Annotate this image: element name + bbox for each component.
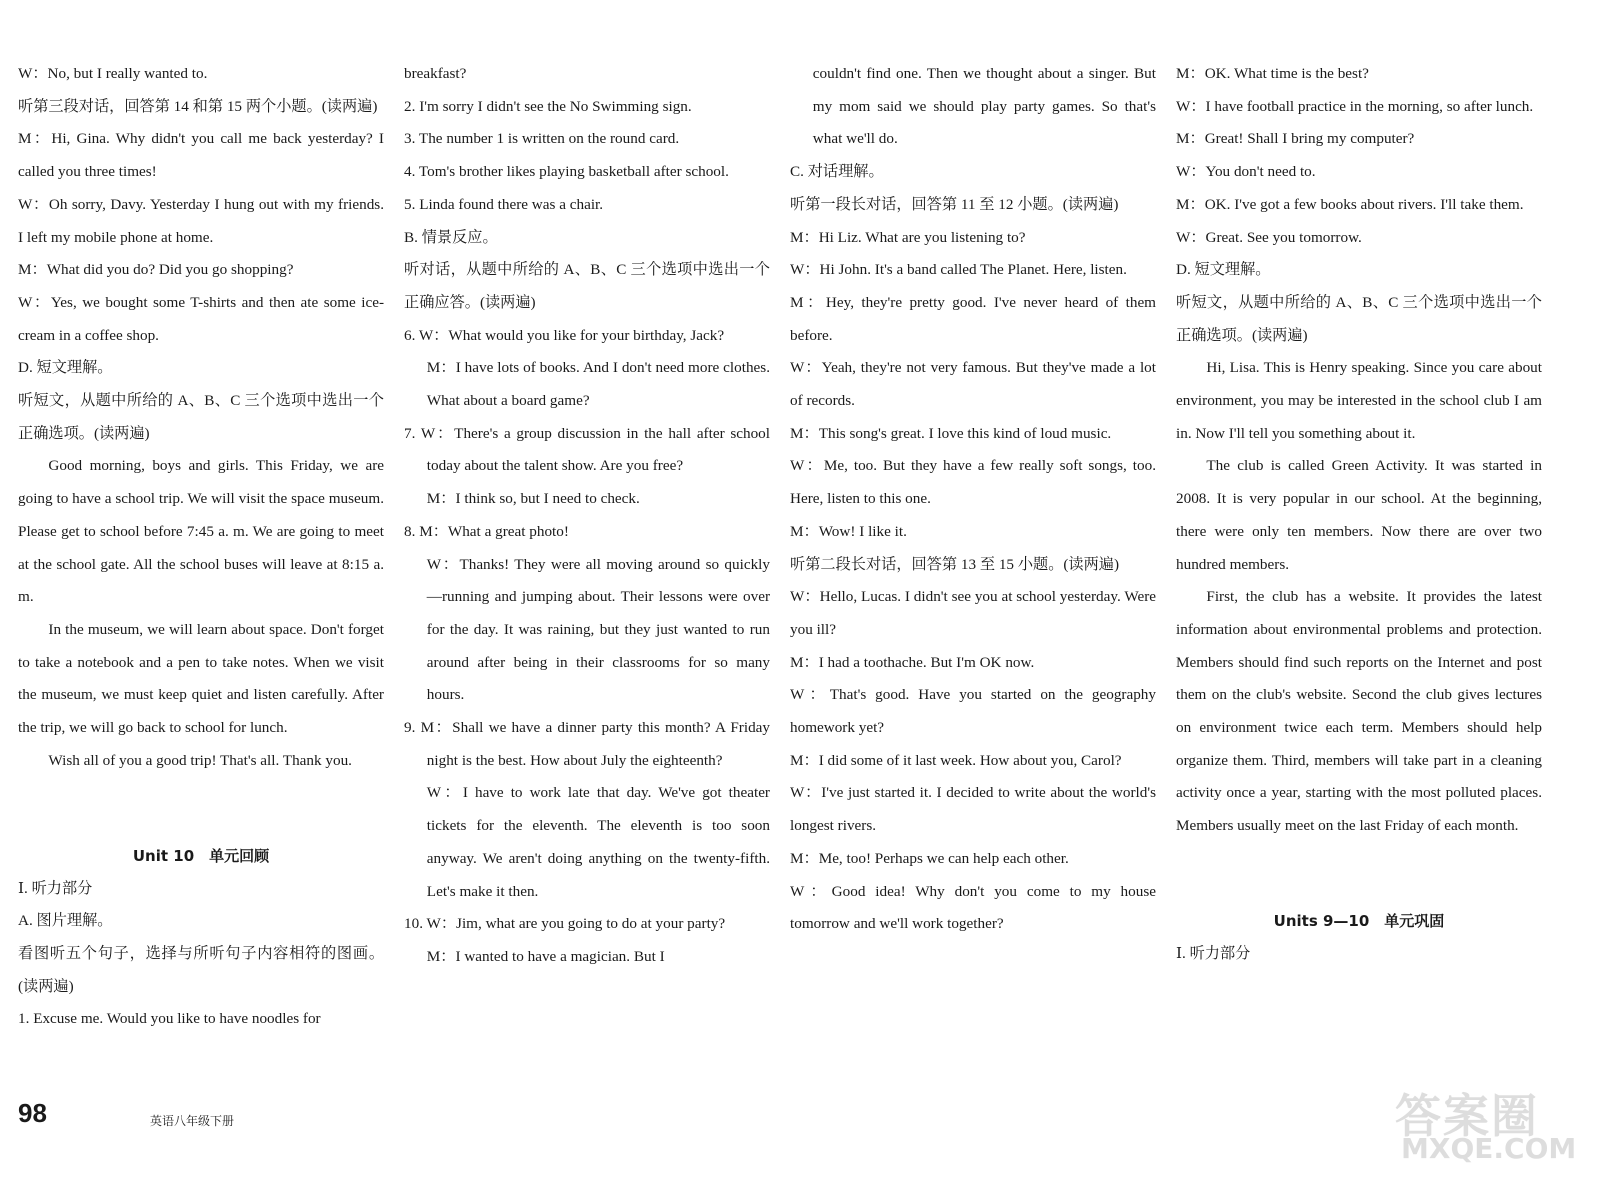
text-paragraph: W：I have football practice in the morning, so after lunch. xyxy=(1176,97,1534,115)
text-paragraph: 10. W：Jim, what are you going to do at your party? xyxy=(404,915,726,933)
spacer xyxy=(1176,858,1542,890)
text-paragraph: Hi, Lisa. This is Henry speaking. Since you care about environment, you may be interested in the school club I am in. Now I'll tell you something about it. xyxy=(1176,359,1542,442)
text-paragraph: W：Hi John. It's a band called The Planet. Here, listen. xyxy=(790,261,1127,279)
text-paragraph: 8. M：What a great photo! xyxy=(404,522,569,540)
text-paragraph: 6. W：What would you like for your birthday, Jack? xyxy=(404,326,725,344)
text-paragraph: Good morning, boys and girls. This Friday, we are going to have a school trip. We will visit the space museum. Please get to school before 7:45 a. m. We are going to meet at the school gate. All the school buses will leave at 8:15 a. m. xyxy=(18,457,384,606)
text-paragraph: W：No, but I really wanted to. xyxy=(18,65,208,82)
text-paragraph: M：I wanted to have a magician. But I xyxy=(426,947,665,965)
text-paragraph: M：I have lots of books. And I don't need more clothes. What about a board game? xyxy=(426,359,770,410)
text-paragraph: Ⅰ. 听力部分 xyxy=(1176,944,1251,962)
text-paragraph: 听第三段对话，回答第 14 和第 15 两个小题。(读两遍) xyxy=(18,97,378,115)
text-paragraph: W：Great. See you tomorrow. xyxy=(1176,228,1362,246)
text-paragraph: M：Me, too! Perhaps we can help each other. xyxy=(790,849,1069,867)
watermark-url: MXQE.COM xyxy=(1401,1132,1577,1165)
text-paragraph: W：Yes, we bought some T-shirts and then ate some ice-cream in a coffee shop. xyxy=(18,293,384,344)
text-column-1 xyxy=(18,58,384,1036)
text-paragraph: 听第一段长对话，回答第 11 至 12 小题。(读两遍) xyxy=(790,195,1119,213)
text-paragraph: First, the club has a website. It provides the latest information about environmental problems and protection. Members should find such reports on the Internet and post them on the club's website. Second the club gives lectures on environment twice each term. Members should help organize them. Third, members will take part in a cleaning activity once a year, starting with the most polluted places. Members usually meet on the last Friday of each month. xyxy=(1176,588,1542,835)
watermark-logo xyxy=(1395,1080,1585,1170)
text-paragraph: 9. M：Shall we have a dinner party this month? A Friday night is the best. How about July the eighteenth? xyxy=(404,719,770,769)
text-paragraph: 5. Linda found there was a chair. xyxy=(404,195,604,213)
spacer xyxy=(18,793,384,825)
text-paragraph: M：Hi, Gina. Why didn't you call me back yesterday? I called you three times! xyxy=(18,130,384,181)
text-paragraph: M：I had a toothache. But I'm OK now. xyxy=(790,653,1035,671)
text-paragraph: 听第二段长对话，回答第 13 至 15 小题。(读两遍) xyxy=(790,555,1120,573)
text-paragraph: Ⅰ. 听力部分 xyxy=(18,879,93,897)
text-paragraph: W：I've just started it. I decided to write about the world's longest rivers. xyxy=(790,784,1156,835)
text-paragraph: W：That's good. Have you started on the geography homework yet? xyxy=(790,686,1156,737)
text-paragraph: 1. Excuse me. Would you like to have noodles for xyxy=(18,1010,321,1028)
text-paragraph: W：Good idea! Why don't you come to my house tomorrow and we'll work together? xyxy=(790,882,1156,933)
section-heading: Unit 10 单元回顾 xyxy=(132,846,270,865)
text-paragraph: 看图听五个句子，选择与所听句子内容相符的图画。(读两遍) xyxy=(18,944,384,995)
text-paragraph: D. 短文理解。 xyxy=(1176,261,1271,279)
text-paragraph: 听短文，从题中所给的 A、B、C 三个选项中选出一个正确选项。(读两遍) xyxy=(18,392,384,442)
text-paragraph: Wish all of you a good trip! That's all. Thank you. xyxy=(48,751,352,769)
book-title: 英语八年级下册 xyxy=(150,1114,235,1128)
text-paragraph: M：What did you do? Did you go shopping? xyxy=(18,261,294,279)
section-heading: Units 9—10 单元巩固 xyxy=(1273,912,1445,931)
text-paragraph: M：Hi Liz. What are you listening to? xyxy=(790,228,1026,246)
text-paragraph: M：OK. I've got a few books about rivers. I'll take them. xyxy=(1176,195,1524,213)
text-paragraph: W：Thanks! They were all moving around so quickly—running and jumping about. Their lessons were over for the day. It was raining, but they just wanted to run around after being in their classrooms for so many hours. xyxy=(426,555,770,704)
text-paragraph: The club is called Green Activity. It was started in 2008. It is very popular in our school. At the beginning, there were only ten members. Now there are over two hundred members. xyxy=(1176,457,1542,573)
text-paragraph: W：Hello, Lucas. I didn't see you at school yesterday. Were you ill? xyxy=(790,588,1156,638)
text-paragraph: M：I did some of it last week. How about you, Carol? xyxy=(790,751,1122,769)
text-paragraph: 3. The number 1 is written on the round card. xyxy=(404,130,680,148)
text-paragraph: B. 情景反应。 xyxy=(404,228,498,246)
text-column-2 xyxy=(404,58,770,974)
text-paragraph: 4. Tom's brother likes playing basketball after school. xyxy=(404,163,729,181)
text-paragraph: 听短文，从题中所给的 A、B、C 三个选项中选出一个正确选项。(读两遍) xyxy=(1176,293,1542,344)
text-paragraph: 2. I'm sorry I didn't see the No Swimming sign. xyxy=(404,97,692,115)
page-number: 98 xyxy=(18,1098,47,1128)
text-paragraph: W：Yeah, they're not very famous. But they've made a lot of records. xyxy=(790,359,1156,410)
text-paragraph: M：I think so, but I need to check. xyxy=(426,490,640,508)
text-paragraph: M：Great! Shall I bring my computer? xyxy=(1176,130,1415,148)
text-paragraph: C. 对话理解。 xyxy=(790,163,884,181)
text-paragraph: W：I have to work late that day. We've got theater tickets for the eleventh. The eleventh is too soon anyway. We aren't doing anything on the twenty-fifth. Let's make it then. xyxy=(426,784,770,900)
text-paragraph: W：You don't need to. xyxy=(1176,163,1316,181)
text-paragraph: 7. W：There's a group discussion in the hall after school today about the talent show. Are you free? xyxy=(404,424,770,475)
text-paragraph: M：OK. What time is the best? xyxy=(1176,65,1369,82)
text-paragraph: W：Oh sorry, Davy. Yesterday I hung out with my friends. I left my mobile phone at home. xyxy=(18,195,384,246)
text-column-4 xyxy=(1176,58,1542,971)
text-paragraph: A. 图片理解。 xyxy=(18,912,113,930)
text-paragraph: D. 短文理解。 xyxy=(18,359,113,377)
text-paragraph: couldn't find one. Then we thought about a singer. But my mom said we should play party games. So that's what we'll do. xyxy=(812,65,1156,148)
text-paragraph: M：This song's great. I love this kind of loud music. xyxy=(790,424,1112,442)
text-column-3 xyxy=(790,58,1156,941)
watermark-text: 答案圈 xyxy=(1395,1089,1539,1143)
text-paragraph: M：Wow! I like it. xyxy=(790,522,907,540)
text-paragraph: 听对话，从题中所给的 A、B、C 三个选项中选出一个正确应答。(读两遍) xyxy=(404,261,770,311)
text-paragraph: In the museum, we will learn about space. Don't forget to take a notebook and a pen to take notes. When we visit the museum, we must keep quiet and listen carefully. After the trip, we will go back to school for lunch. xyxy=(18,620,384,737)
text-paragraph: W：Me, too. But they have a few really soft songs, too. Here, listen to this one. xyxy=(790,457,1156,508)
text-paragraph: breakfast? xyxy=(404,65,467,82)
text-paragraph: M：Hey, they're pretty good. I've never heard of them before. xyxy=(790,293,1156,344)
